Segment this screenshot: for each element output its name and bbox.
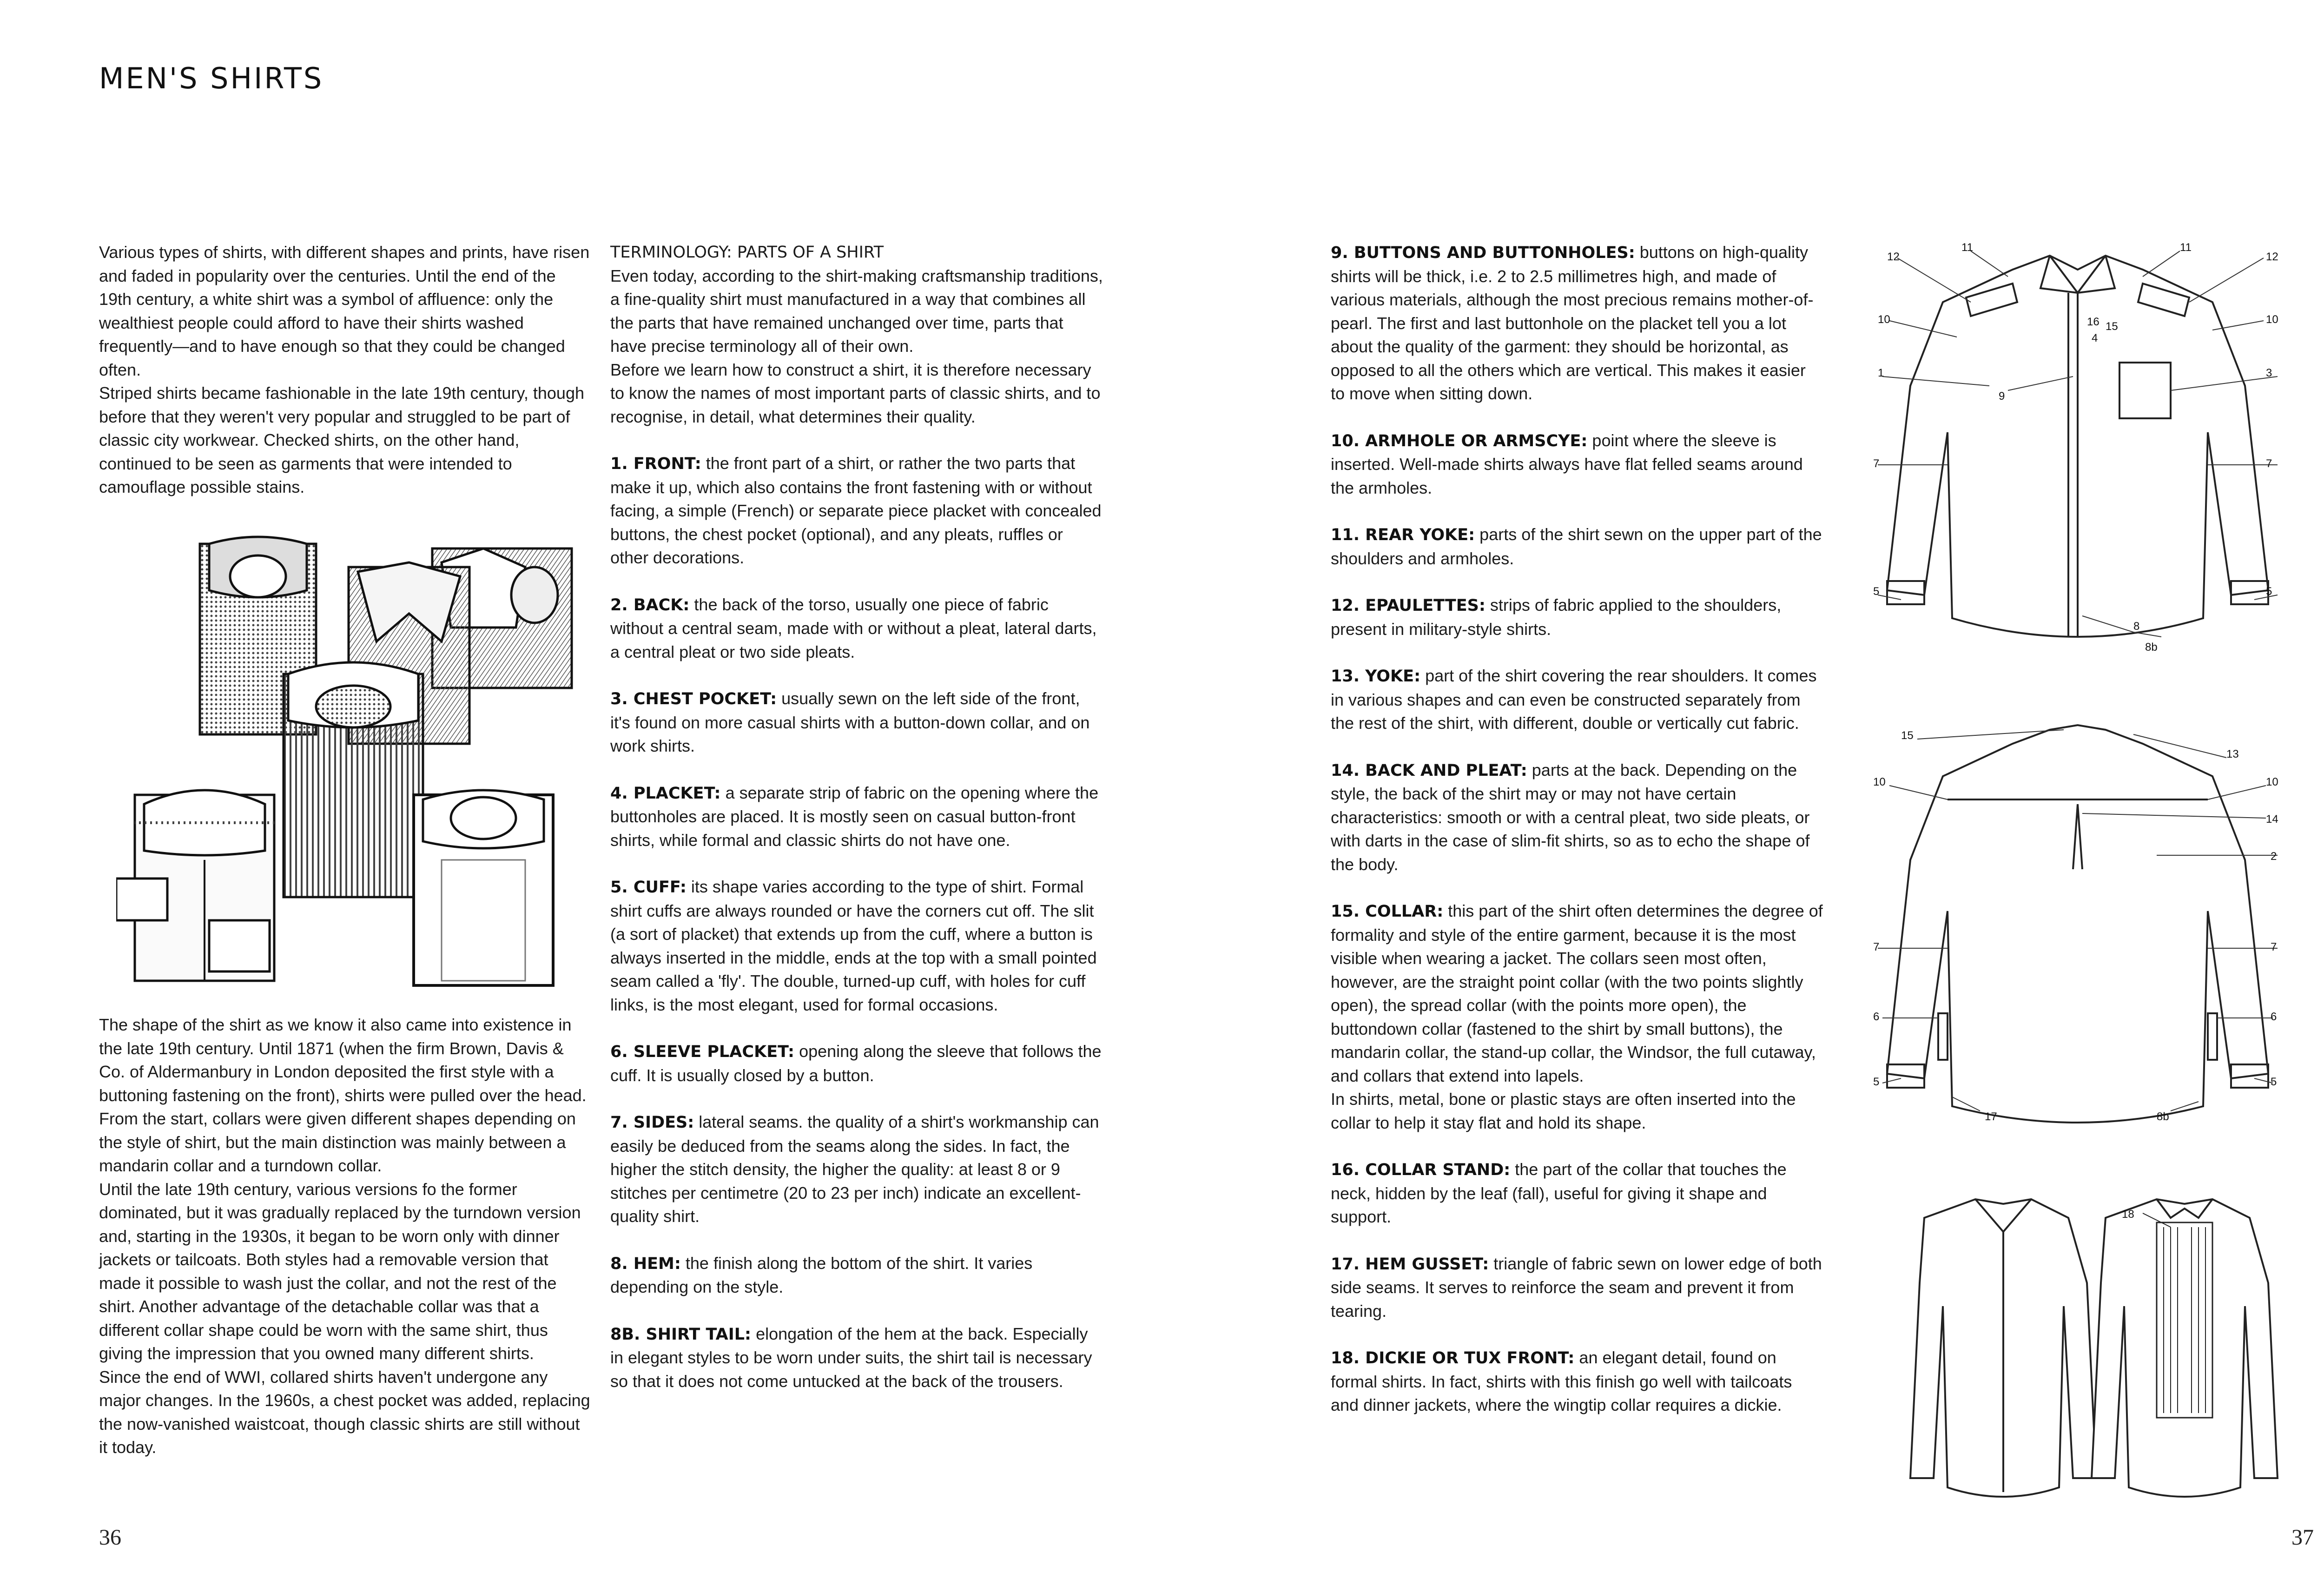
spacer [1331, 641, 1823, 664]
spacer [1331, 735, 1823, 759]
vintage-shirts-illustration [116, 535, 586, 999]
term-entry: 10. ARMHOLE OR ARMSCYE: point where the sleeve is inserted. Well-made shirts always have flat felled seams around the armholes. [1331, 430, 1803, 497]
term-note: In shirts, metal, bone or plastic stays are often inserted into the collar to help it stay flat and hold its shape. [1331, 1090, 1796, 1132]
svg-text:7: 7 [2271, 941, 2277, 953]
spacer [1331, 876, 1823, 899]
shirt-front-drawing [1873, 237, 2282, 693]
svg-text:5: 5 [1873, 585, 1880, 598]
term-entry: 1. FRONT: the front part of a shirt, or rather the two parts that make it up, which also contains the front fastening with or without facing, a simple (French) or separate piece placket with concealed buttons, the chest pocket (optional), and any pleats, ruffles or other decorations. [610, 454, 1102, 567]
vintage-shirts-drawing [116, 535, 586, 999]
history-paragraph-3: Since the end of WWI, collared shirts haven't undergone any major changes. In the 1960s, a chest pocket was added, replacing the now-vanished waistcoat, though classic shirts are still without it today. [99, 1367, 590, 1457]
svg-text:15: 15 [1901, 729, 1914, 742]
spacer [1331, 570, 1823, 594]
spacer [610, 1087, 1103, 1110]
svg-text:10: 10 [2266, 776, 2278, 788]
history-paragraph-1: The shape of the shirt as we know it also came into existence in the late 19th century. Until 1871 (when the firm Brown, Davis & Co. of Aldermanbury in London deposited the first style with a buttoning fastening on the front), shirts were pulled over the head. From the start, collars were given different shapes depending on the style of shirt, but the main distinction was mainly between a mandarin collar and a turndown collar. [99, 1015, 587, 1175]
svg-text:7: 7 [2266, 457, 2272, 470]
left-column-history [99, 1013, 592, 1460]
terminology-intro-1: Even today, according to the shirt-making craftsmanship traditions, a fine-quality shirt must manufactured in a way that combines all the parts that have remained unchanged over time, parts that have precise terminology all of their own. [610, 266, 1103, 356]
svg-text:8b: 8b [2145, 641, 2158, 654]
page-title: MEN'S SHIRTS [99, 61, 324, 95]
term-entry: 18. DICKIE OR TUX FRONT: an elegant detail, found on formal shirts. In fact, shirts with this finish go well with tailcoats and dinner jackets, where the wingtip collar requires a dickie. [1331, 1348, 1792, 1414]
svg-text:12: 12 [2266, 251, 2278, 263]
term-entry: 8. HEM: the finish along the bottom of the shirt. It varies depending on the style. [610, 1253, 1033, 1296]
svg-text:15: 15 [2106, 320, 2118, 333]
spacer [610, 570, 1103, 593]
history-paragraph-2: Until the late 19th century, various versions fo the former dominated, but it was gradually replaced by the turndown version and, starting in the 1930s, it began to be worn only with dinner jackets or tailcoats. Both styles had a removable version that made it possible to wash just the collar, and not the rest of the shirt. Another advantage of the detachable collar was that a different collar shape could be worn with the same shirt, thus giving the impression that you owned many different shirts. [99, 1179, 581, 1363]
page-number-right: 37 [2291, 1525, 2314, 1550]
svg-text:10: 10 [2266, 313, 2278, 326]
terminology-intro-2: Before we learn how to construct a shirt, it is therefore necessary to know the names of most important parts of classic shirts, and to recognise, in detail, what determines their quality. [610, 360, 1101, 426]
svg-text:13: 13 [2226, 748, 2239, 760]
spacer [610, 1299, 1103, 1322]
svg-text:7: 7 [1873, 457, 1880, 470]
formal-shirts-drawing [1868, 1190, 2305, 1506]
spacer [610, 664, 1103, 687]
spacer [610, 1229, 1103, 1252]
svg-text:14: 14 [2266, 813, 2278, 826]
term-entry: 13. YOKE: part of the shirt covering the rear shoulders. It comes in various shapes and can even be constructed separately from the rest of the shirt, with different, double or vertically cut fabric. [1331, 666, 1817, 733]
svg-text:6: 6 [2271, 1011, 2277, 1023]
page-number-left: 36 [99, 1525, 121, 1550]
term-entry: 3. CHEST POCKET: usually sewn on the left side of the front, it's found on more casual shirts with a button-down collar, and on work shirts. [610, 689, 1090, 755]
svg-text:10: 10 [1873, 776, 1886, 788]
svg-text:5: 5 [2271, 1076, 2277, 1088]
svg-text:6: 6 [1873, 1011, 1880, 1023]
spacer [610, 758, 1103, 781]
term-entry: 7. SIDES: lateral seams. the quality of a shirt's workmanship can easily be deduced from the seams along the sides. In fact, the higher the stitch density, the higher the quality: at least 8 or 9 stitches per centimetre (20 to 23 per inch) indicate an excellent-quality shirt. [610, 1112, 1099, 1226]
formal-shirts-diagram [1868, 1190, 2305, 1506]
svg-text:5: 5 [2266, 585, 2272, 598]
folded-shirt-with-cuffs [116, 790, 274, 981]
svg-text:9: 9 [1999, 390, 2005, 403]
terminology-heading: TERMINOLOGY: PARTS OF A SHIRT [610, 243, 884, 262]
spacer [1331, 1323, 1823, 1346]
shirt-back-diagram [1873, 707, 2282, 1130]
term-entry: 14. BACK AND PLEAT: parts at the back. Depending on the style, the back of the shirt may or may not have certain characteristics: smooth or with a central pleat, two side pleats, or with darts in the case of slim-fit shirts, so as to echo the shape of the body. [1331, 760, 1810, 874]
svg-text:5: 5 [1873, 1076, 1880, 1088]
spacer [1331, 1135, 1823, 1158]
term-entry: 11. REAR YOKE: parts of the shirt sewn on the upper part of the shoulders and armholes. [1331, 525, 1822, 568]
term-entry: 8B. SHIRT TAIL: elongation of the hem at the back. Especially in elegant styles to be worn under suits, the shirt tail is necessary so that it does not come untucked at the back of the trousers. [610, 1324, 1092, 1391]
svg-text:17: 17 [1985, 1110, 1997, 1123]
term-entry: 2. BACK: the back of the torso, usually one piece of fabric without a central seam, made with or without a pleat, lateral darts, a central pleat or two side pleats. [610, 595, 1097, 661]
left-column [99, 241, 592, 499]
term-entry: 17. HEM GUSSET: triangle of fabric sewn on lower edge of both side seams. It serves to reinforce the seam and prevent it from tearing. [1331, 1254, 1822, 1321]
folded-shirt-formal [414, 790, 553, 985]
svg-text:4: 4 [2092, 332, 2098, 344]
right-column [1331, 241, 1823, 1417]
svg-text:1: 1 [1878, 367, 1884, 379]
svg-text:18: 18 [2122, 1208, 2134, 1221]
term-entry: 16. COLLAR STAND: the part of the collar that touches the neck, hidden by the leaf (fall), useful for giving it shape and support. [1331, 1160, 1787, 1226]
svg-text:8: 8 [2133, 620, 2140, 633]
svg-text:12: 12 [1887, 251, 1900, 263]
spacer [610, 852, 1103, 875]
term-entry: 4. PLACKET: a separate strip of fabric on the opening where the buttonholes are placed. It is mostly seen on casual button-front shirts, while formal and classic shirts do not have one. [610, 783, 1099, 850]
term-entry: 12. EPAULETTES: strips of fabric applied to the shoulders, present in military-style shirts. [1331, 595, 1782, 639]
spacer [610, 1017, 1103, 1040]
svg-text:16: 16 [2087, 316, 2100, 328]
svg-text:3: 3 [2266, 367, 2272, 379]
middle-column [610, 241, 1103, 1393]
formal-diagram-labels [2122, 1208, 2134, 1221]
svg-text:2: 2 [2271, 850, 2277, 863]
svg-text:10: 10 [1878, 313, 1890, 326]
spacer [1331, 1229, 1823, 1252]
spacer [610, 429, 1103, 452]
shirt-front-diagram [1873, 237, 2282, 693]
folded-shirt-striped [284, 662, 423, 897]
striped-shirts-paragraph: Striped shirts became fashionable in the late 19th century, though before that they weren't very popular and struggled to be part of classic city workwear. Checked shirts, on the other hand, continued to be seen as garments that were intended to camouflage possible stains. [99, 383, 584, 496]
svg-text:11: 11 [2180, 241, 2192, 254]
term-entry: 6. SLEEVE PLACKET: opening along the sleeve that follows the cuff. It is usually closed by a button. [610, 1042, 1102, 1085]
svg-text:8b: 8b [2157, 1110, 2169, 1123]
term-entry: 9. BUTTONS AND BUTTONHOLES: buttons on high-quality shirts will be thick, i.e. 2 to 2.5 millimetres high, and made of various materials, although the most precious remains mother-of-pearl. The first and last buttonhole on the placket tell you a lot about the quality of the garment: they should be horizontal, as opposed to all the others which are vertical. This makes it easier to move when sitting down. [1331, 243, 1814, 403]
term-entry: 15. COLLAR: this part of the shirt often determines the degree of formality and style of the entire garment, because it is the most visible when wearing a jacket. The collars seen most often, however, are the straight point collar (with the two points slightly open), the spread collar (with the points more open), the buttondown collar (fastened to the shirt by small buttons), the mandarin collar, the stand-up collar, the Windsor, the full cutaway, and collars that extend into lapels. [1331, 901, 1823, 1085]
shirt-back-drawing [1873, 707, 2282, 1130]
svg-text:7: 7 [1873, 941, 1880, 953]
spacer [1331, 500, 1823, 523]
spacer [1331, 406, 1823, 429]
svg-text:11: 11 [1961, 241, 1973, 254]
term-entry: 5. CUFF: its shape varies according to the type of shirt. Formal shirt cuffs are always rounded or have the corners cut off. The slit (a sort of placket) that extends up from the cuff, where a button is always inserted in the middle, ends at the top with a small pointed seam called a 'fly'. The double, turned-up cuff, with holes for cuff links, is the most elegant, used for formal occasions. [610, 877, 1097, 1014]
intro-paragraph: Various types of shirts, with different shapes and prints, have risen and faded in popularity over the centuries. Until the end of the 19th century, a white shirt was a symbol of affluence: only the wealthiest people could afford to have their shirts washed frequently—and to have enough so that they could be changed often. [99, 243, 590, 379]
